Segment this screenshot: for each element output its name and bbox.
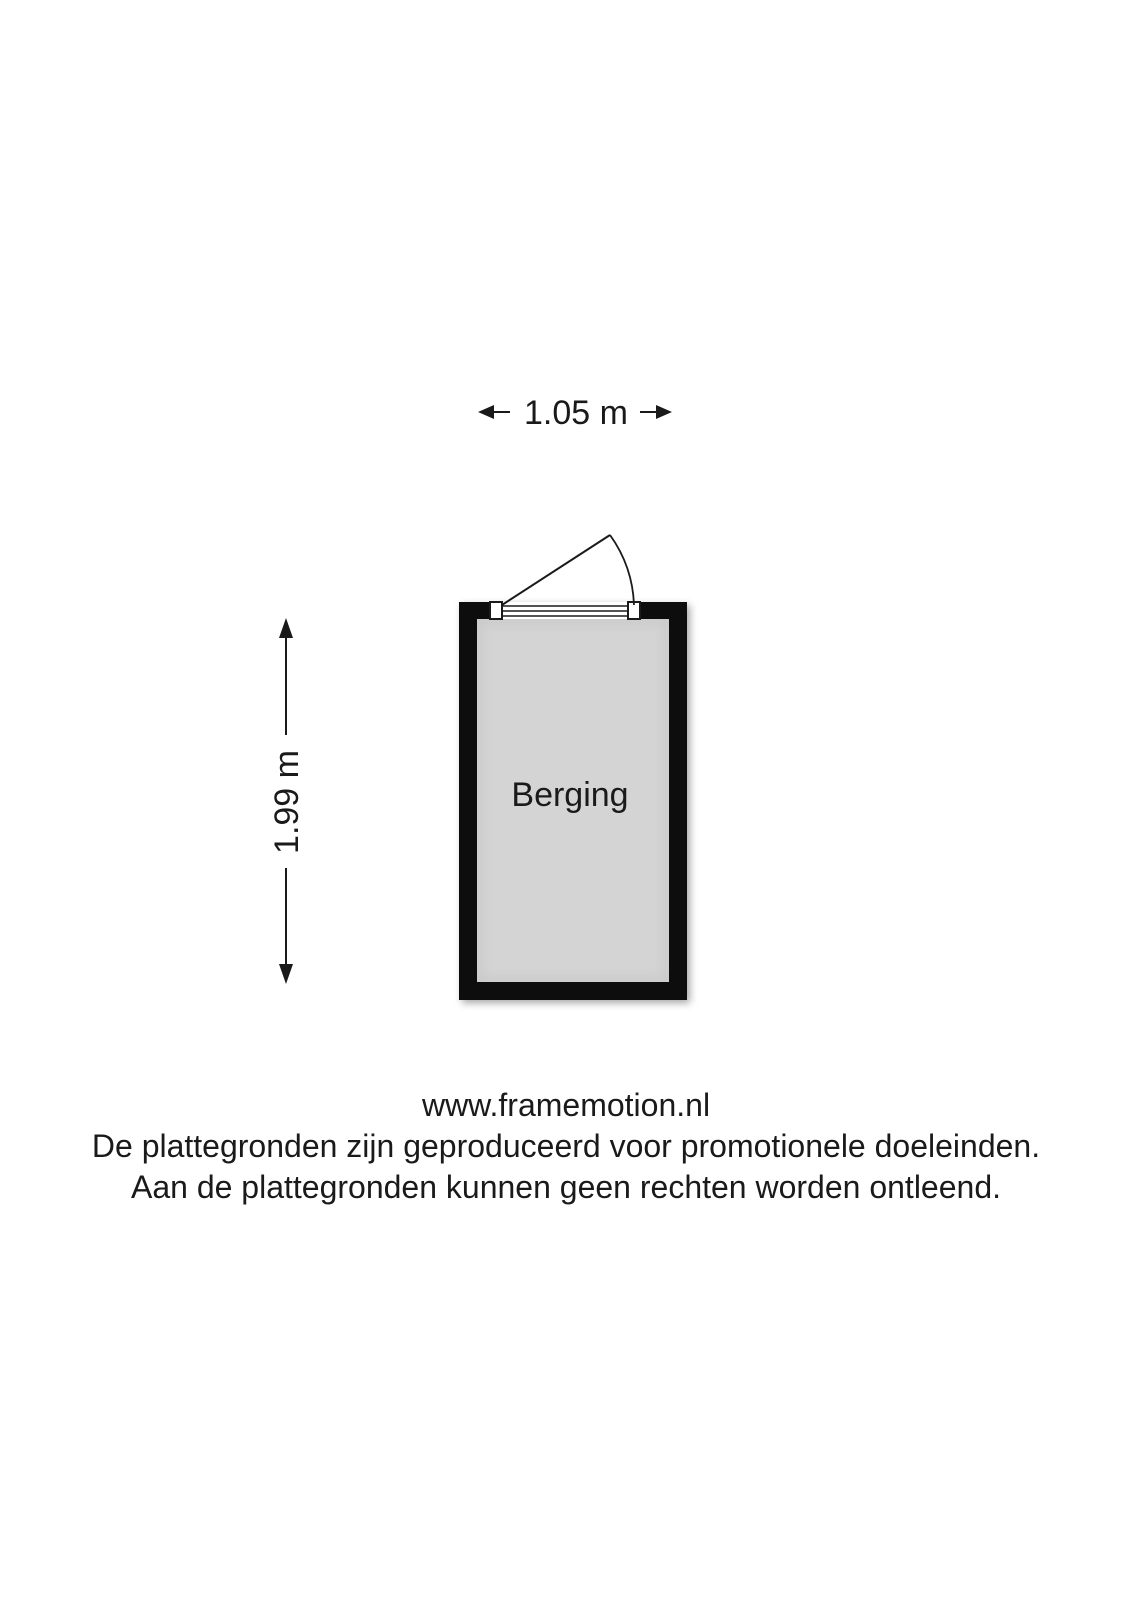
room-berging (459, 535, 687, 1000)
door-frame-left (490, 602, 502, 619)
room-label: Berging (511, 776, 629, 814)
width-dimension (478, 394, 672, 432)
width-arrow-left-head (478, 405, 494, 419)
website-text: www.framemotion.nl (421, 1087, 711, 1123)
door-leaf (502, 535, 610, 605)
disclaimer-line-1: De plattegronden zijn geproduceerd voor promotionele doeleinden. (91, 1128, 1041, 1164)
footer (0, 1085, 1132, 1208)
door-swing-arc (610, 535, 634, 605)
width-arrow-right-head (656, 405, 672, 419)
depth-dimension-label: 1.99 m (268, 750, 306, 854)
disclaimer-line-2: Aan de plattegronden kunnen geen rechten worden ontleend. (130, 1169, 1001, 1205)
depth-arrow-bottom-head (279, 964, 293, 984)
width-dimension-label: 1.05 m (524, 394, 628, 432)
depth-dimension (268, 618, 306, 984)
